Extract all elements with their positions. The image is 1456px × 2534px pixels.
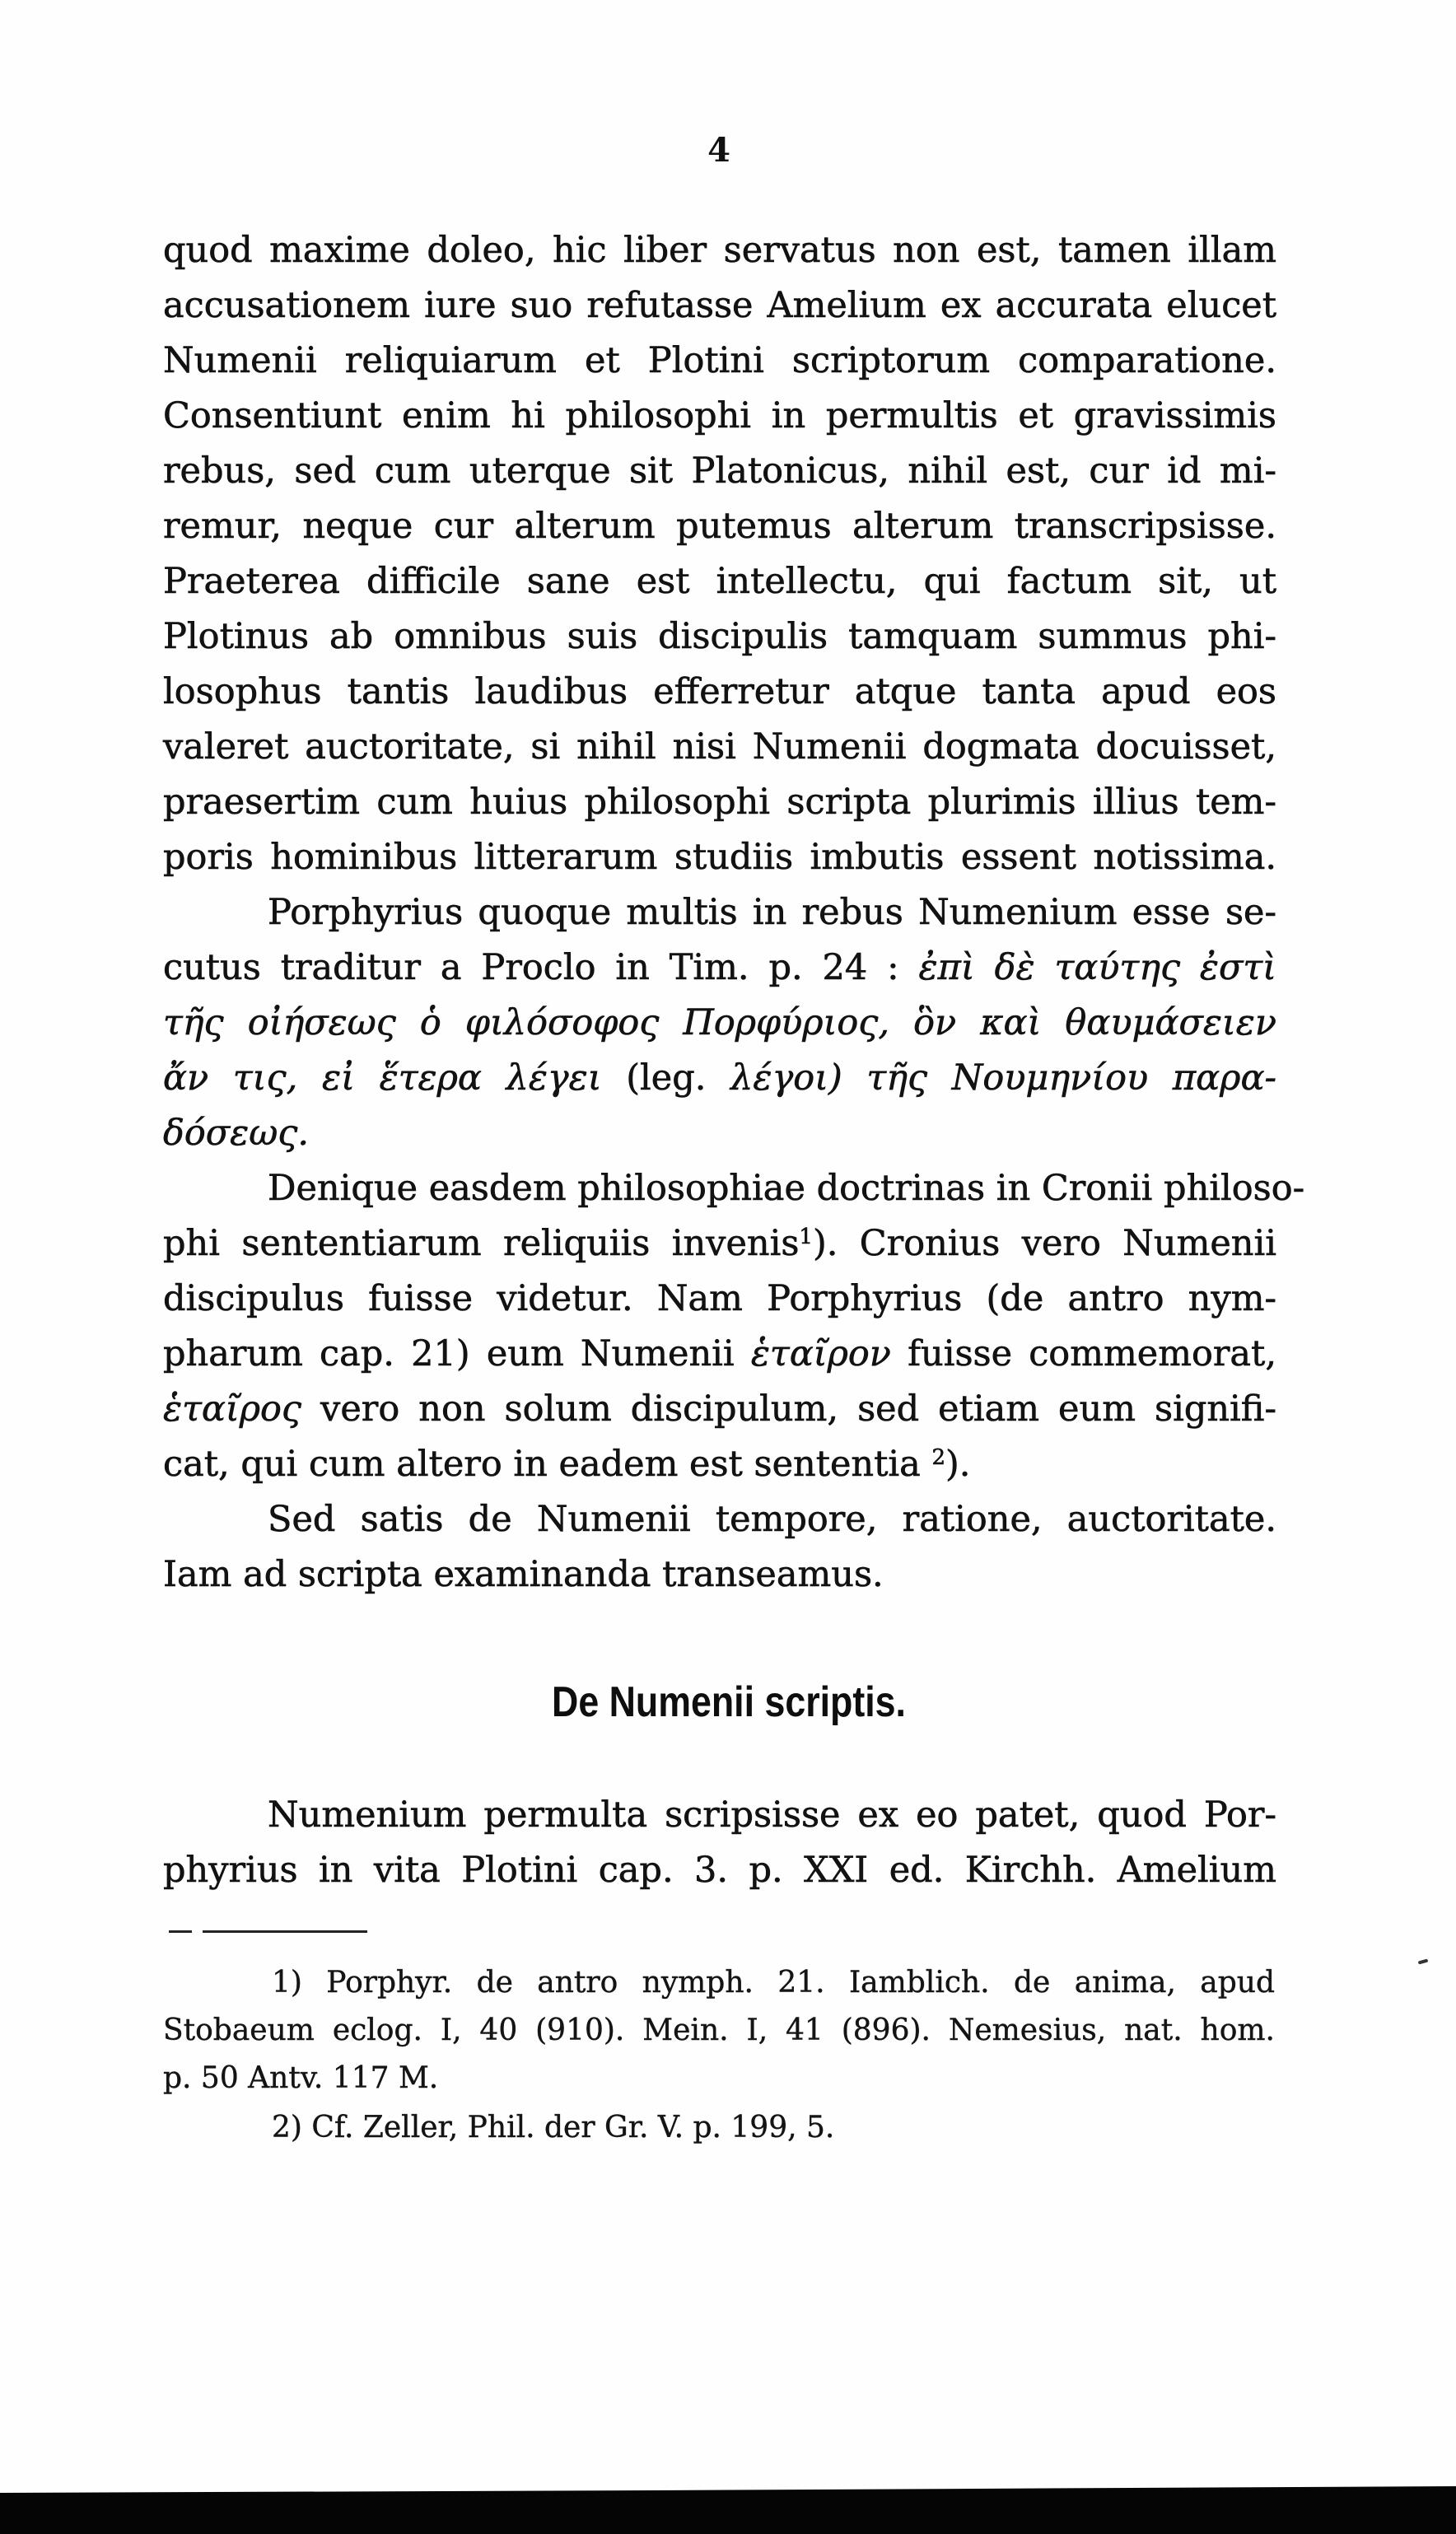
greek-quotation: ἐπὶ δὲ ταύτης ἐστὶ xyxy=(918,947,1276,988)
body-line: remur, neque cur alterum putemus alterum transcripsisse. xyxy=(163,506,1276,547)
body-line: Consentiunt enim hi philosophi in permultis et gravissimis xyxy=(163,395,1276,436)
latin-text: vero non solum discipulum, sed etiam eum signifi- xyxy=(320,1388,1276,1430)
footnote-ref-1[interactable]: 1 xyxy=(799,1225,813,1249)
body-line: Porphyrius quoque multis in rebus Numenium esse se- xyxy=(268,892,1276,933)
page-number: 4 xyxy=(707,131,730,170)
footnote-rule xyxy=(203,1930,367,1933)
greek-word: ἑταῖρον xyxy=(750,1333,891,1374)
greek-word: ἑταῖρος xyxy=(163,1388,302,1430)
body-line: Plotinus ab omnibus suis discipulis tamquam summus phi- xyxy=(163,616,1276,657)
body-line xyxy=(163,1440,1276,1489)
body-line: rebus, sed cum uterque sit Platonicus, nihil est, cur id mi- xyxy=(163,450,1276,492)
body-line: Denique easdem philosophiae doctrinas in Cronii philoso- xyxy=(268,1168,1305,1209)
body-line: poris hominibus litterarum studiis imbutis essent notissima. xyxy=(163,837,1276,878)
footnote-1: p. 50 Antv. 117 M. xyxy=(163,2061,439,2095)
greek-quotation: λέγοι) τῆς Νουμηνίου παρα- xyxy=(730,1057,1277,1099)
latin-text: phi sententiarum reliquiis invenis xyxy=(163,1223,800,1264)
body-line: Iam ad scripta examinanda transeamus. xyxy=(163,1554,884,1595)
latin-text: cat, qui cum altero in eadem est sententia xyxy=(163,1444,921,1485)
latin-text: pharum cap. 21) eum Numenii xyxy=(163,1333,735,1374)
footnote-1: 1) Porphyr. de antro nymph. 21. Iamblich. de anima, apud xyxy=(272,1966,1275,2000)
body-line xyxy=(163,943,1276,992)
greek-quotation: ἄν τις, εἰ ἕτερα λέγει xyxy=(163,1057,602,1099)
footnote-1: Stobaeum eclog. I, 40 (910). Mein. I, 41 (896). Nemesius, nat. hom. xyxy=(163,2014,1275,2047)
body-line xyxy=(163,1384,1276,1434)
body-line: phyrius in vita Plotini cap. 3. p. XXI ed. Kirchh. Amelium xyxy=(163,1850,1276,1891)
body-line: praesertim cum huius philosophi scripta plurimis illius tem- xyxy=(163,782,1276,823)
section-heading: De Numenii scriptis. xyxy=(552,1678,906,1726)
body-line: Numenium permulta scripsisse ex eo patet, quod Por- xyxy=(268,1794,1276,1836)
footnote-2: 2) Cf. Zeller, Phil. der Gr. V. p. 199, 5. xyxy=(272,2111,835,2144)
latin-text: ). Cronius vero Numenii xyxy=(812,1223,1276,1264)
scan-speck xyxy=(1418,1959,1429,1965)
body-line: quod maxime doleo, hic liber servatus non est, tamen illam xyxy=(163,230,1276,271)
scan-bottom-edge xyxy=(0,2486,1456,2534)
greek-quotation-line: τῆς οἰήσεως ὁ φιλόσοφος Πορφύριος, ὃν καὶ θαυμάσειεν xyxy=(163,1002,1276,1043)
greek-quotation-line: δόσεως. xyxy=(163,1113,310,1154)
body-line xyxy=(163,1053,1276,1103)
body-line: Praeterea difficile sane est intellectu, qui factum sit, ut xyxy=(163,561,1276,602)
body-line xyxy=(163,1329,1276,1379)
latin-text: (leg. xyxy=(626,1057,707,1099)
latin-text: fuisse commemorat, xyxy=(908,1333,1276,1374)
body-line: Numenii reliquiarum et Plotini scriptorum comparatione. xyxy=(163,340,1276,381)
latin-text: ). xyxy=(945,1444,971,1485)
footnote-ref-2[interactable]: 2 xyxy=(931,1445,946,1470)
latin-text: cutus traditur a Proclo in Tim. p. 24 : xyxy=(163,947,899,988)
body-line xyxy=(163,1219,1276,1268)
body-line: discipulus fuisse videtur. Nam Porphyrius (de antro nym- xyxy=(163,1278,1276,1319)
body-line: valeret auctoritate, si nihil nisi Numenii dogmata docuisset, xyxy=(163,726,1276,768)
footnote-rule xyxy=(169,1930,192,1933)
body-line: Sed satis de Numenii tempore, ratione, auctoritate. xyxy=(268,1499,1276,1540)
body-line: losophus tantis laudibus efferretur atque tanta apud eos xyxy=(163,671,1276,712)
body-line: accusationem iure suo refutasse Amelium ex accurata elucet xyxy=(163,285,1276,326)
